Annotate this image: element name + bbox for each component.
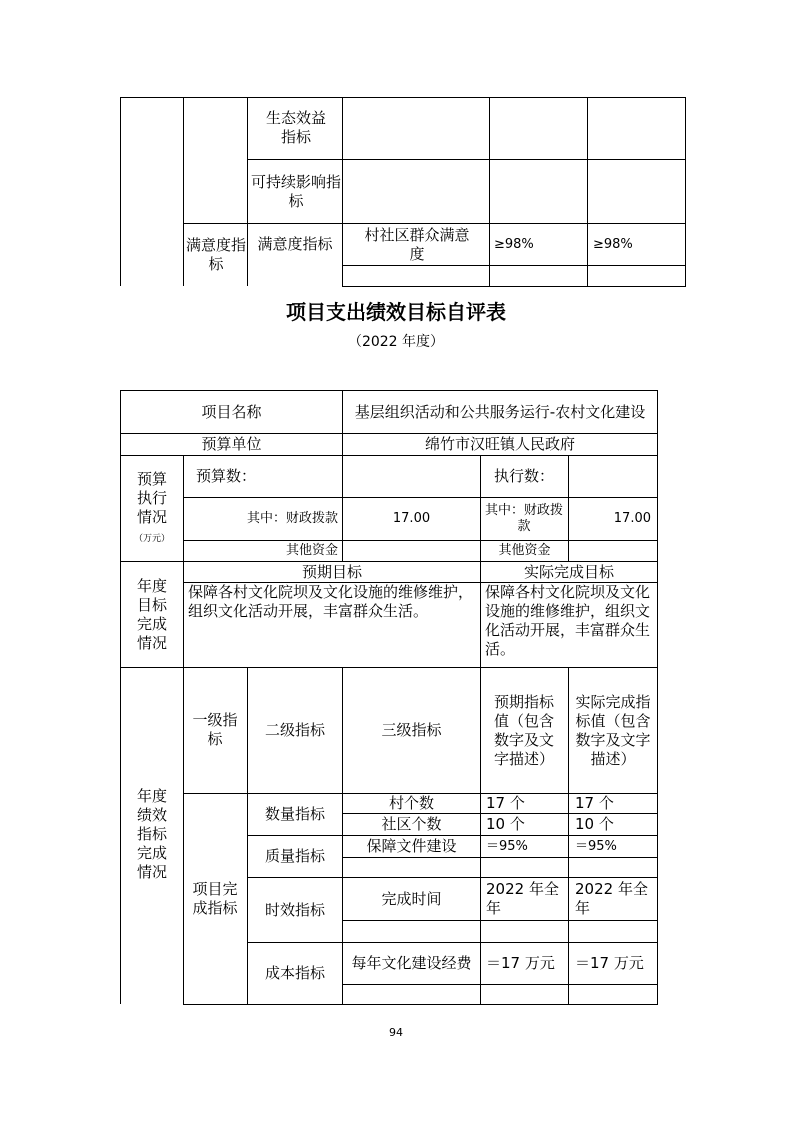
satisfaction-level2: 满意度指标 (257, 235, 333, 253)
complete-time: 完成时间 (381, 889, 442, 908)
budget-exec-label: 预算执行情况 (136, 469, 167, 526)
level2-header: 二级指标 (264, 721, 325, 739)
fiscal-allocation-label: 其中：财政拨款 (246, 511, 338, 526)
quality-indicator: 质量指标 (264, 847, 325, 865)
timeliness-indicator: 时效指标 (264, 900, 325, 919)
culture-cost: 每年文化建设经费 (351, 954, 472, 972)
level3-header: 三级指标 (381, 721, 442, 739)
community-expected: 10 个 (486, 815, 525, 833)
village-actual: 17 个 (575, 794, 614, 812)
page-number: 94 (389, 1026, 403, 1039)
doc-title: 项目支出绩效目标自评表 (286, 300, 506, 324)
project-completion-indicator: 项目完成指标 (192, 880, 238, 917)
annual-goal-label: 年度目标完成情况 (136, 577, 167, 652)
time-actual: 2022 年全年 (575, 880, 648, 917)
other-funds-label: 其他资金 (285, 543, 338, 558)
time-expected: 2022 年全年 (486, 880, 559, 917)
fiscal-budget-value: 17.00 (392, 511, 431, 526)
community-count: 社区个数 (381, 815, 442, 833)
community-actual: 10 个 (575, 815, 614, 833)
guarantee-doc: 保障文件建设 (366, 837, 457, 855)
cost-indicator: 成本指标 (264, 964, 325, 982)
expected-goal-text: 保障各村文化院坝及文化设施的维修维护，组织文化活动开展，丰富群众生活。 (188, 583, 474, 620)
budget-amount-label: 预算数： (196, 467, 257, 485)
fiscal-exec-value: 17.00 (613, 511, 651, 526)
project-name-label: 项目名称 (201, 402, 262, 421)
actual-value-header: 实际完成指标值（包含数字及文字描述） (575, 692, 651, 768)
actual-goal-text: 保障各村文化院坝及文化设施的维修维护，组织文化活动开展，丰富群众生活。 (485, 583, 651, 658)
cost-expected: ＝17 万元 (486, 954, 555, 972)
other-funds-label-exec: 其他资金 (498, 543, 551, 558)
fiscal-allocation-label-exec: 其中：财政拨款 (485, 503, 564, 534)
expected-goal-header: 预期目标 (301, 562, 362, 581)
project-name-value: 基层组织活动和公共服务运行-农村文化建设 (354, 402, 646, 421)
quantity-indicator: 数量指标 (264, 805, 325, 823)
village-count: 村个数 (388, 794, 434, 812)
satisfaction-level3: 村社区群众满意度 (364, 225, 470, 263)
satisfaction-level1: 满意度指标 (186, 236, 247, 273)
level1-header: 一级指标 (192, 711, 238, 748)
sustain-impact-indicator: 可持续影响指标 (250, 173, 341, 210)
guarantee-actual: ＝95% (575, 838, 617, 854)
eco-benefit-indicator: 生态效益指标 (265, 109, 326, 146)
doc-year: （2022 年度） (347, 334, 445, 350)
actual-goal-header: 实际完成目标 (523, 562, 614, 581)
exec-amount-label: 执行数： (494, 467, 555, 485)
perf-section-label: 年度绩效指标完成情况 (136, 786, 167, 881)
satisfaction-target: ≥98% (494, 236, 534, 252)
guarantee-expected: ＝95% (486, 838, 528, 854)
budget-unit-value: 绵竹市汉旺镇人民政府 (424, 435, 575, 453)
cost-actual: ＝17 万元 (575, 954, 644, 972)
budget-unit-note: （万元） (133, 533, 170, 544)
expected-value-header: 预期指标值（包含数字及文字描述） (493, 692, 554, 768)
village-expected: 17 个 (486, 794, 525, 812)
satisfaction-actual: ≥98% (593, 236, 633, 252)
budget-unit-label: 预算单位 (201, 435, 262, 453)
